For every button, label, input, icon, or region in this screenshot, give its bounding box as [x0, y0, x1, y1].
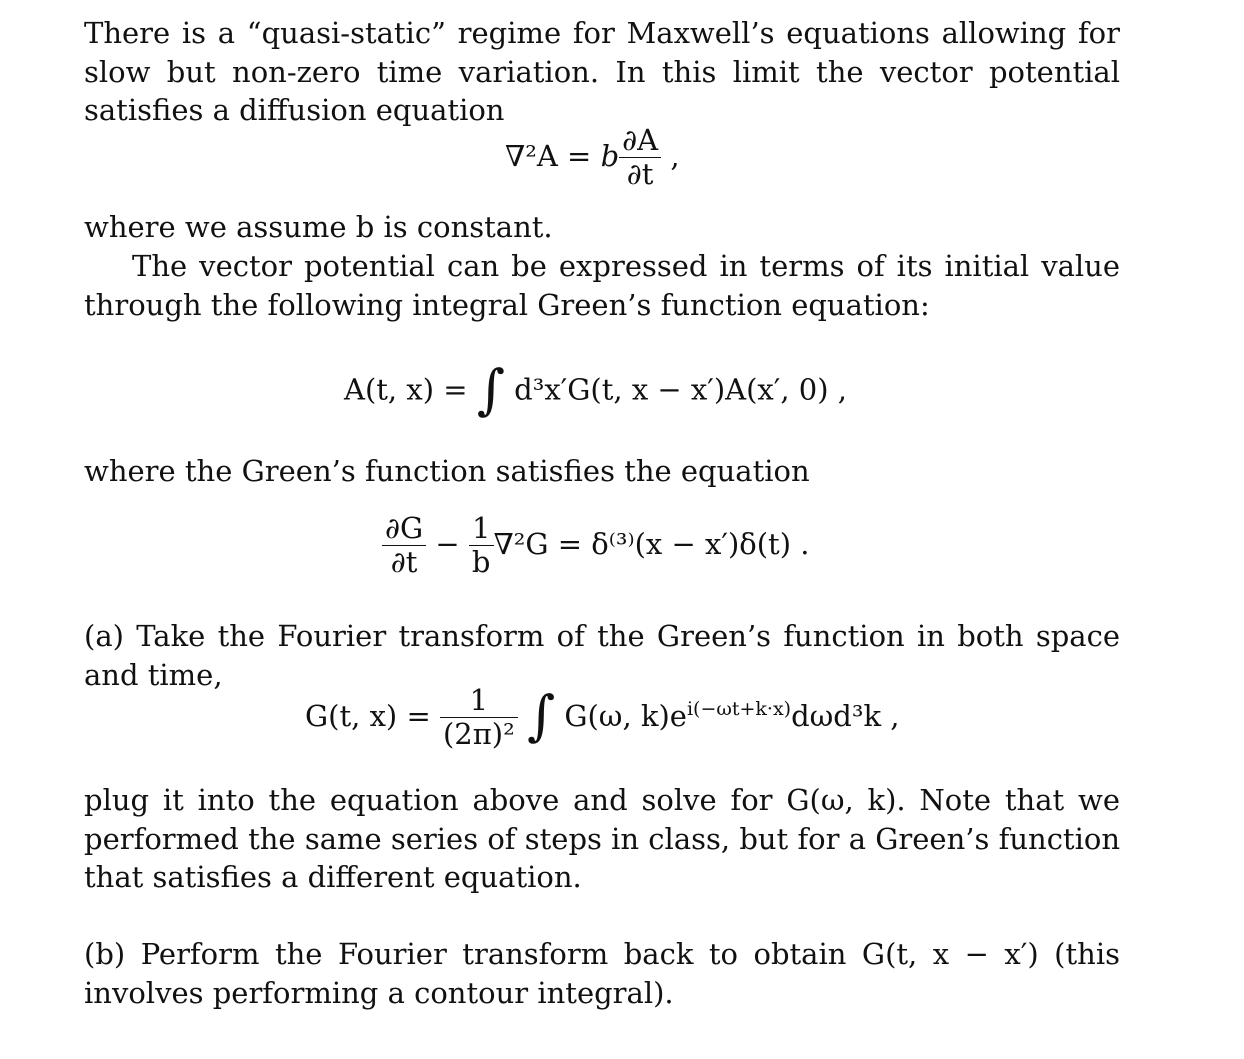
- eq1-fraction: [619, 124, 661, 192]
- eq3-minus: −: [435, 526, 460, 561]
- eq4-num: 1: [440, 684, 518, 718]
- eq2-rhs: d³x′G(t, x − x′)A(x′, 0) ,: [514, 372, 848, 407]
- eq3-fraction-dg-dt: [382, 512, 426, 580]
- eq3-num1: ∂G: [382, 512, 426, 546]
- green-function-equation: [382, 512, 809, 580]
- part-a-intro: (a) Take the Fourier transform of the Green’s function in both space and time,: [84, 619, 1120, 692]
- eq1-denominator: ∂t: [626, 157, 654, 192]
- diffusion-equation: [505, 124, 680, 192]
- eq4-exponent: i(−ωt+k·x): [686, 698, 792, 721]
- eq1-coef: b: [600, 138, 620, 173]
- eq1-lhs: ∇²A =: [505, 138, 592, 173]
- fourier-transform-equation: [305, 684, 900, 752]
- eq3-fraction-one-over-b: [469, 512, 494, 580]
- eq4-den: (2π)²: [442, 717, 515, 752]
- eq1-tail: ,: [670, 138, 680, 173]
- green-integral-equation: [344, 360, 847, 423]
- eq4-fraction: [440, 684, 518, 752]
- intro-paragraph: There is a “quasi-static” regime for Maxwell’s equations allowing for slow but non-zero time variation. In this limit the vector potential satisfies a diffusion equation: [84, 16, 1120, 127]
- part-b-paragraph: (b) Perform the Fourier transform back to obtain G(t, x − x′) (this involves performing a contour integral).: [84, 937, 1120, 1010]
- eq1-numerator: ∂A: [619, 124, 661, 158]
- eq4-tail: dωd³k ,: [791, 698, 900, 733]
- eq4-integrand: G(ω, k)e: [564, 698, 687, 733]
- eq3-den2: b: [471, 545, 491, 580]
- eq3-num2: 1: [469, 512, 494, 546]
- assumption-line: where we assume b is constant.: [84, 210, 553, 244]
- eq4-lhs: G(t, x) =: [305, 698, 431, 733]
- part-a-instructions: plug it into the equation above and solve for G(ω, k). Note that we performed the same series of steps in class, but for a Green’s function that satisfies a different equation.: [84, 783, 1120, 894]
- eq4-integral-sign: ∫: [526, 684, 556, 748]
- eq2-lhs: A(t, x) =: [344, 372, 468, 407]
- green-intro-paragraph: The vector potential can be expressed in terms of its initial value through the following integral Green’s function equation:: [84, 249, 1120, 322]
- green-satisfies-line: where the Green’s function satisfies the equation: [84, 454, 810, 488]
- eq3-rhs: ∇²G = δ⁽³⁾(x − x′)δ(t) .: [493, 526, 810, 561]
- eq3-den1: ∂t: [390, 545, 418, 580]
- integral-sign: ∫: [476, 358, 505, 421]
